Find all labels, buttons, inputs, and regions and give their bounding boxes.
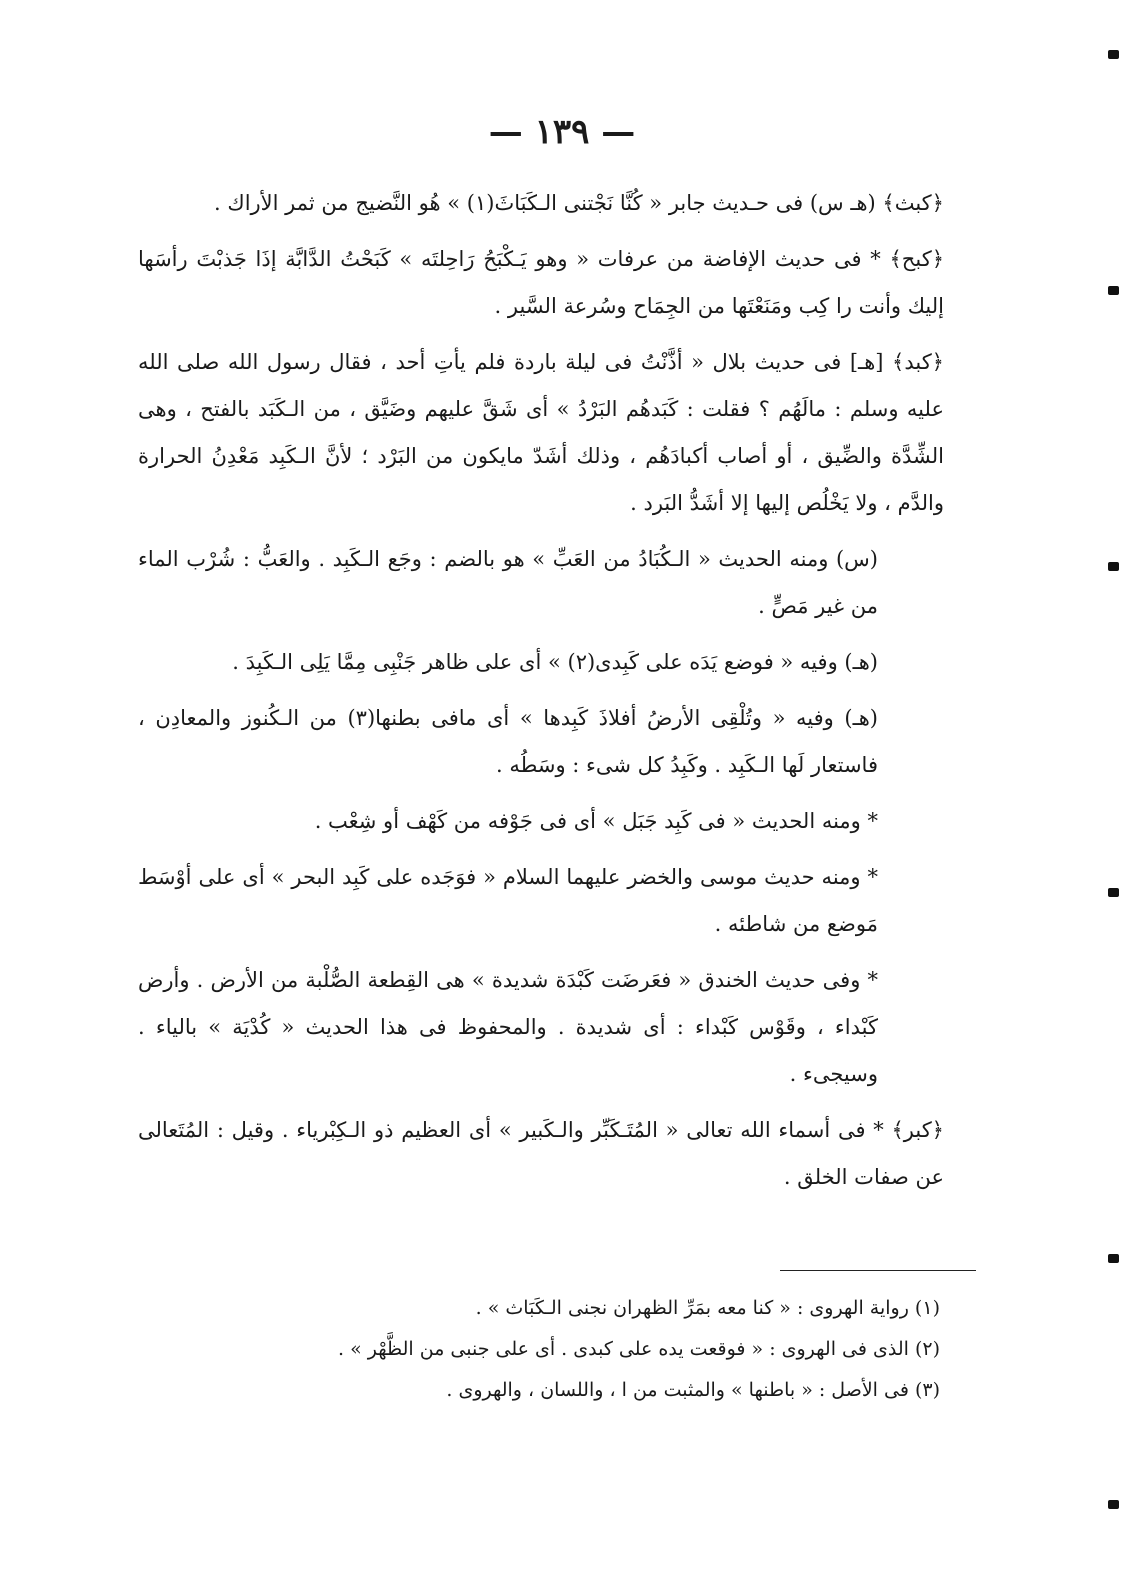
entry-kabad-khandaq: * وفى حديث الخندق « فعَرضَت كَبْدَة شديدة » هى القِطعة الصُّلْبة من الأرض . وأرض كَبْداء ، وقَوْس كَبْداء : أى شديدة . والمحفوظ فى هذا الحديث « كُدْيَة » بالياء . وسيجىء . (138, 968, 878, 1086)
entry-kabad-musa: * ومنه حديث موسى والخضر عليهما السلام « فوَجَده على كَبِد البحر » أى على أوْسَط مَوضع من شاطئه . (138, 865, 878, 936)
footnote-1: (١) رواية الهروى : « كنا معه بمَرِّ الظهران نجنى الـكَبَاث » . (475, 1297, 940, 1319)
entry-kabad-mountain: * ومنه الحديث « فى كَبِد جَبَل » أى فى جَوْفه من كَهْف أو شِعْب . (314, 809, 878, 833)
entry-kabad-hand: (هـ) وفيه « فوضع يَدَه على كَبِدى(٢) » أى على ظاهر جَنْبِى مِمَّا يَلِى الـكَبِدَ . (232, 650, 878, 674)
main-text (138, 180, 944, 1201)
footnote-2: (٢) الذى فى الهروى : « فوقعت يده على كبدى . أى على جنبى من الظَّهْر » . (338, 1338, 940, 1360)
binding-mark (1108, 1500, 1119, 1509)
footnote-3: (٣) فى الأصل : « باطنها » والمثبت من ا ، واللسان ، والهروى . (446, 1379, 940, 1401)
page-number: — ١٣٩ — (488, 112, 636, 152)
binding-mark (1108, 286, 1119, 295)
entry-kabad-earth: (هـ) وفيه « وتُلْقِى الأرضُ أفلاذَ كَبِدها » أى مافى بطنها(٣) من الـكُنوز والمعادِن ، فاستعار لَها الـكَبِد . وكَبِدُ كل شىء : وسَطُه . (138, 706, 878, 777)
entry-kabar: ﴿كبر﴾ * فى أسماء الله تعالى « المُتَـكَبِّر والـكَبير » أى العظيم ذو الـكِبْرياء . وقيل : المُتَعالى عن صفات الخلق . (138, 1118, 944, 1189)
entry-kabad-kubad: (س) ومنه الحديث « الـكُبَادُ من العَبِّ » هو بالضم : وجَع الـكَبِد . والعَبُّ : شُرْب الماء من غير مَصٍّ . (138, 547, 878, 618)
binding-mark (1108, 562, 1119, 571)
binding-mark (1108, 1254, 1119, 1263)
entry-kabath: ﴿كبث﴾ (هـ س) فى حـديث جابر « كُنَّا نَجْتنى الـكَبَاثَ(١) » هُو النَّضيج من ثمر الأراك . (214, 191, 944, 215)
footnotes (160, 1288, 940, 1411)
footnote-separator (780, 1270, 976, 1271)
entry-kabah: ﴿كبح﴾ * فى حديث الإفاضة من عرفات « وهو يَـكْبَحُ رَاحِلتَه » كَبَحْتُ الدَّابَّة إذَا جَذبْتَ رأسَها إليك وأنت را كِب ومَنَعْتَها من الجِمَاح وسُرعة السَّير . (138, 247, 944, 318)
binding-mark (1108, 888, 1119, 897)
entry-kabad: ﴿كبد﴾ [هـ] فى حديث بلال « أذَّنْتُ فى ليلة باردة فلم يأتِ أحد ، فقال رسول الله صلى الله عليه وسلم : مالَهُم ؟ فقلت : كَبَدهُم البَرْدُ » أى شَقَّ عليهم وضَيَّق ، من الـكَبَد بالفتح ، وهى الشِّدَّة والضِّيق ، أو أصاب أكبادَهُم ، وذلك أشَدّ مايكون من البَرْد ؛ لأنَّ الـكَبِد مَعْدِنُ الحرارة والدَّم ، ولا يَخْلُص إليها إلا أشَدُّ البَرد . (138, 350, 944, 515)
binding-mark (1108, 50, 1119, 59)
